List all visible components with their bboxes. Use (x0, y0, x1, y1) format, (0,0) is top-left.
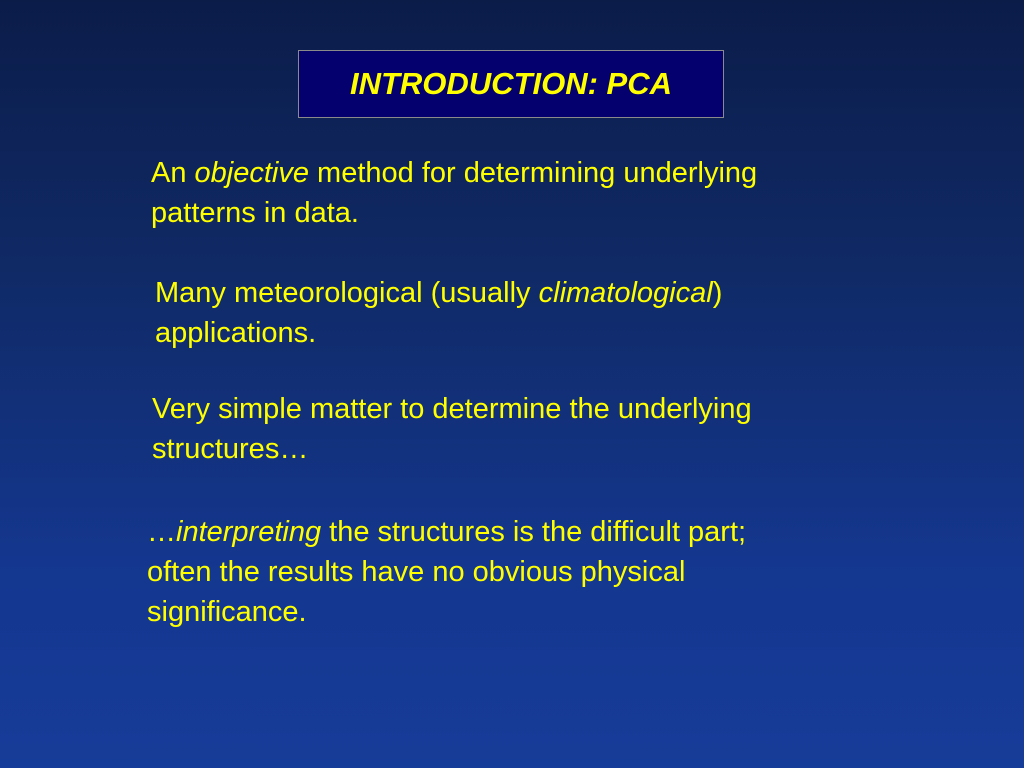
paragraph-line: often the results have no obvious physical (147, 556, 686, 588)
text-run: ) (712, 277, 723, 309)
paragraph-line (147, 512, 746, 552)
title-box (298, 50, 724, 118)
emphasis-text: interpreting (176, 516, 322, 548)
paragraph-line: structures… (152, 433, 309, 465)
text-run: An (151, 157, 195, 189)
emphasis-text: climatological (538, 277, 713, 309)
paragraph-line (151, 153, 757, 193)
paragraph-line: significance. (147, 596, 307, 628)
paragraph-objective-method (151, 153, 757, 233)
paragraph-line: patterns in data. (151, 197, 359, 229)
text-run: Many meteorological (usually (155, 277, 539, 309)
text-run: … (147, 516, 176, 548)
emphasis-text: objective (194, 157, 309, 189)
paragraph-simple-matter (152, 389, 752, 469)
text-run: method for determining underlying (309, 157, 758, 189)
text-run: the structures is the difficult part; (321, 516, 747, 548)
paragraph-line: Very simple matter to determine the underlying (152, 393, 752, 425)
slide-title: INTRODUCTION: PCA (349, 66, 673, 101)
paragraph-line (155, 273, 722, 313)
paragraph-interpreting (147, 512, 746, 632)
paragraph-applications (155, 273, 722, 353)
paragraph-line: applications. (155, 317, 317, 349)
